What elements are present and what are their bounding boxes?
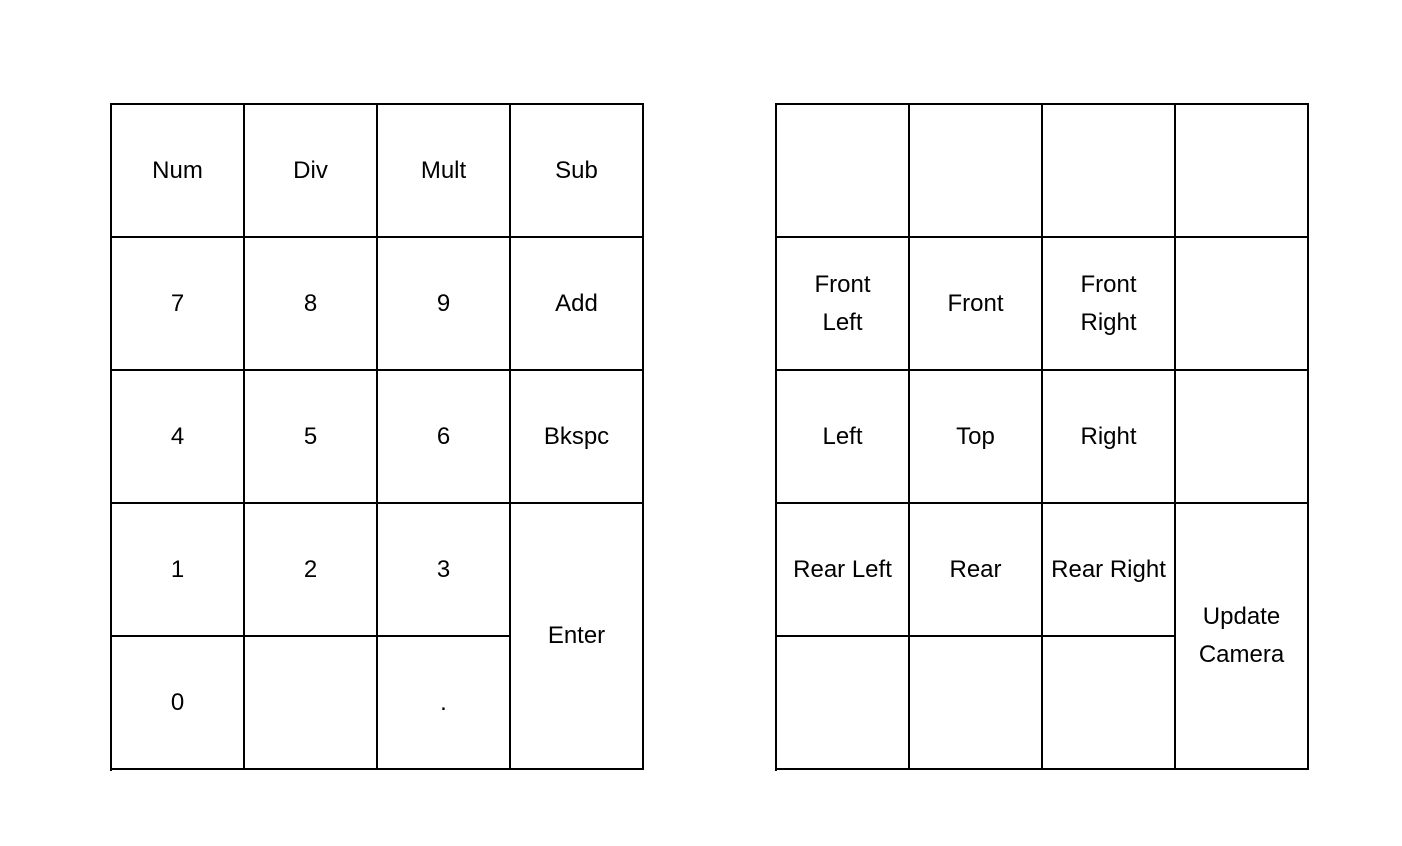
- key-2[interactable]: 2: [245, 504, 378, 637]
- camera-key-update-camera[interactable]: Update Camera: [1176, 504, 1309, 770]
- camera-keypad: [775, 103, 1309, 771]
- key-8[interactable]: 8: [245, 238, 378, 371]
- camera-key-blank-5[interactable]: [1176, 238, 1309, 371]
- key-1[interactable]: 1: [112, 504, 245, 637]
- key-num[interactable]: Num: [112, 105, 245, 238]
- key-mult[interactable]: Mult: [378, 105, 511, 238]
- key-decimal[interactable]: .: [378, 637, 511, 770]
- key-3[interactable]: 3: [378, 504, 511, 637]
- key-add[interactable]: Add: [511, 238, 644, 371]
- camera-key-rear[interactable]: Rear: [910, 504, 1043, 637]
- camera-key-blank-3[interactable]: [1043, 105, 1176, 238]
- camera-key-rear-left[interactable]: Rear Left: [777, 504, 910, 637]
- key-4[interactable]: 4: [112, 371, 245, 504]
- key-0[interactable]: 0: [112, 637, 245, 770]
- camera-key-left[interactable]: Left: [777, 371, 910, 504]
- camera-key-blank-4[interactable]: [1176, 105, 1309, 238]
- camera-key-front-left[interactable]: Front Left: [777, 238, 910, 371]
- camera-key-blank-7[interactable]: [777, 637, 910, 770]
- camera-key-front[interactable]: Front: [910, 238, 1043, 371]
- camera-key-blank-2[interactable]: [910, 105, 1043, 238]
- key-7[interactable]: 7: [112, 238, 245, 371]
- camera-key-front-right[interactable]: Front Right: [1043, 238, 1176, 371]
- key-9[interactable]: 9: [378, 238, 511, 371]
- key-blank[interactable]: [245, 637, 378, 770]
- camera-key-right[interactable]: Right: [1043, 371, 1176, 504]
- camera-key-blank-6[interactable]: [1176, 371, 1309, 504]
- camera-key-blank-1[interactable]: [777, 105, 910, 238]
- key-bkspc[interactable]: Bkspc: [511, 371, 644, 504]
- key-sub[interactable]: Sub: [511, 105, 644, 238]
- key-div[interactable]: Div: [245, 105, 378, 238]
- key-6[interactable]: 6: [378, 371, 511, 504]
- key-enter[interactable]: Enter: [511, 504, 644, 770]
- numpad-keypad: [110, 103, 644, 771]
- camera-key-rear-right[interactable]: Rear Right: [1043, 504, 1176, 637]
- key-5[interactable]: 5: [245, 371, 378, 504]
- camera-key-top[interactable]: Top: [910, 371, 1043, 504]
- camera-key-blank-8[interactable]: [910, 637, 1043, 770]
- camera-key-blank-9[interactable]: [1043, 637, 1176, 770]
